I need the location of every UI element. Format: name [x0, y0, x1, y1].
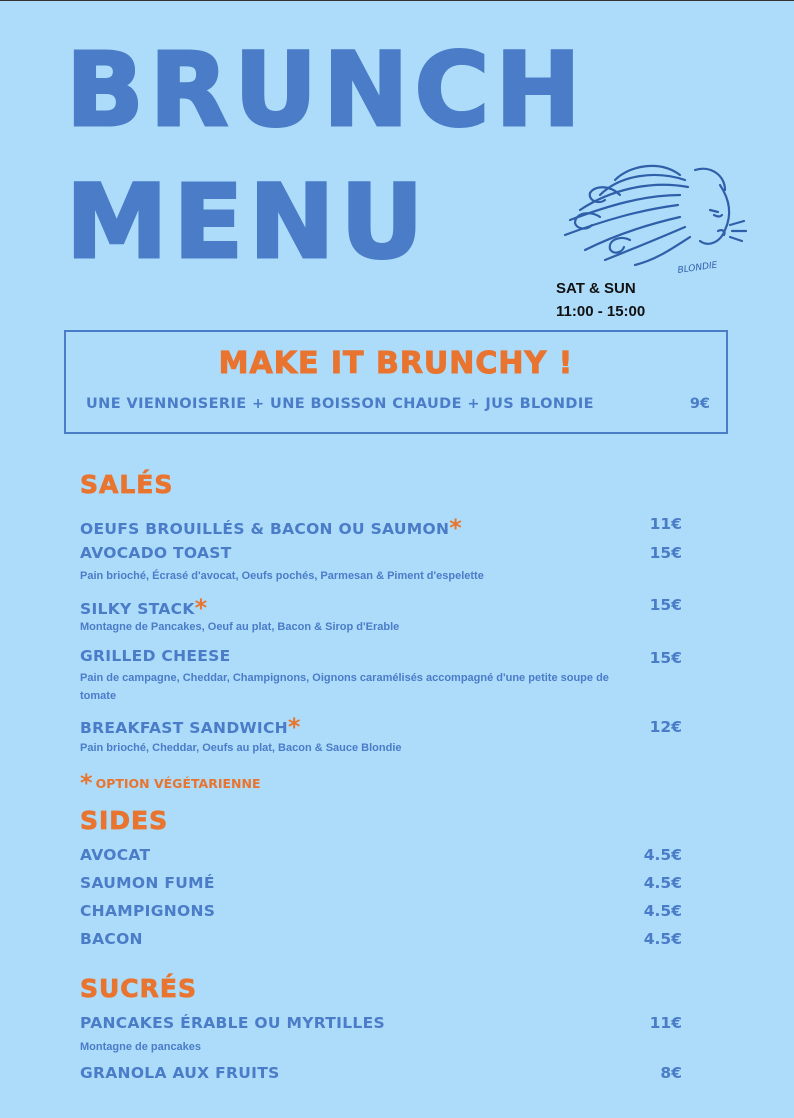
- item-description: Pain brioché, Écrasé d'avocat, Oeufs pochés, Parmesan & Piment d'espelette: [80, 570, 484, 582]
- menu-item-silky-stack: [80, 592, 208, 620]
- vegetarian-asterisk-icon: *: [287, 713, 301, 741]
- blondie-signature: BLONDIE: [677, 260, 719, 276]
- menu-item-avocado-toast: [80, 544, 232, 562]
- menu-title-line-2: MENU: [66, 163, 430, 282]
- item-price: 4.5€: [643, 902, 682, 920]
- vegetarian-asterisk-icon: *: [194, 594, 208, 622]
- vegetarian-note-text: OPTION VÉGÉTARIENNE: [95, 776, 261, 791]
- menu-item-champignons: CHAMPIGNONS: [80, 902, 216, 920]
- vegetarian-asterisk-icon: *: [449, 514, 463, 542]
- item-price: 15€: [649, 596, 682, 614]
- opening-time: 11:00 - 15:00: [556, 303, 646, 320]
- menu-item-breakfast-sandwich: [80, 711, 301, 739]
- item-price: 15€: [649, 649, 682, 667]
- item-name-text: GRILLED CHEESE: [80, 647, 231, 665]
- item-description: Pain brioché, Cheddar, Oeufs au plat, Bacon & Sauce Blondie: [80, 742, 402, 754]
- menu-item-avocat: AVOCAT: [80, 846, 151, 864]
- item-price: 4.5€: [643, 846, 682, 864]
- menu-item-oeufs-brouilles: [80, 512, 462, 540]
- offer-description: UNE VIENNOISERIE + UNE BOISSON CHAUDE + JUS BLONDIE: [86, 396, 594, 412]
- item-price: 11€: [649, 1014, 682, 1032]
- vegetarian-option-note: [80, 766, 261, 797]
- section-title-sales: SALÉS: [80, 470, 174, 499]
- top-border: [0, 0, 794, 1]
- item-name-text: BREAKFAST SANDWICH: [80, 719, 288, 737]
- opening-days: SAT & SUN: [556, 280, 636, 297]
- menu-item-pancakes: PANCAKES ÉRABLE OU MYRTILLES: [80, 1014, 385, 1032]
- item-name-text: SILKY STACK: [80, 600, 195, 618]
- item-name-text: OEUFS BROUILLÉS & BACON OU SAUMON: [80, 520, 450, 538]
- menu-item-grilled-cheese: [80, 647, 231, 665]
- menu-title-line-1: BRUNCH: [66, 31, 587, 150]
- item-price: 8€: [660, 1064, 682, 1082]
- item-price: 4.5€: [643, 874, 682, 892]
- item-description: Montagne de pancakes: [80, 1041, 202, 1053]
- brunchy-offer-box: [64, 330, 728, 434]
- item-price: 12€: [649, 718, 682, 736]
- menu-item-granola: GRANOLA AUX FRUITS: [80, 1064, 280, 1082]
- item-price: 15€: [649, 544, 682, 562]
- vegetarian-asterisk-icon: *: [80, 769, 93, 797]
- section-title-sides: SIDES: [80, 806, 169, 835]
- item-price: 11€: [649, 515, 682, 533]
- menu-item-saumon-fume: SAUMON FUMÉ: [80, 874, 215, 892]
- item-name-text: AVOCADO TOAST: [80, 544, 232, 562]
- section-title-sucres: SUCRÉS: [80, 974, 197, 1003]
- offer-title: MAKE IT BRUNCHY !: [218, 346, 574, 381]
- item-description: Pain de campagne, Cheddar, Champignons, Oignons caramélisés accompagné d'une petite soupe de tomate: [80, 672, 609, 702]
- item-description: Montagne de Pancakes, Oeuf au plat, Bacon & Sirop d'Erable: [80, 621, 400, 633]
- menu-item-bacon: BACON: [80, 930, 143, 948]
- blondie-mascot-logo: [560, 155, 750, 280]
- offer-price: 9€: [689, 396, 710, 412]
- item-price: 4.5€: [643, 930, 682, 948]
- opening-hours: [556, 277, 645, 323]
